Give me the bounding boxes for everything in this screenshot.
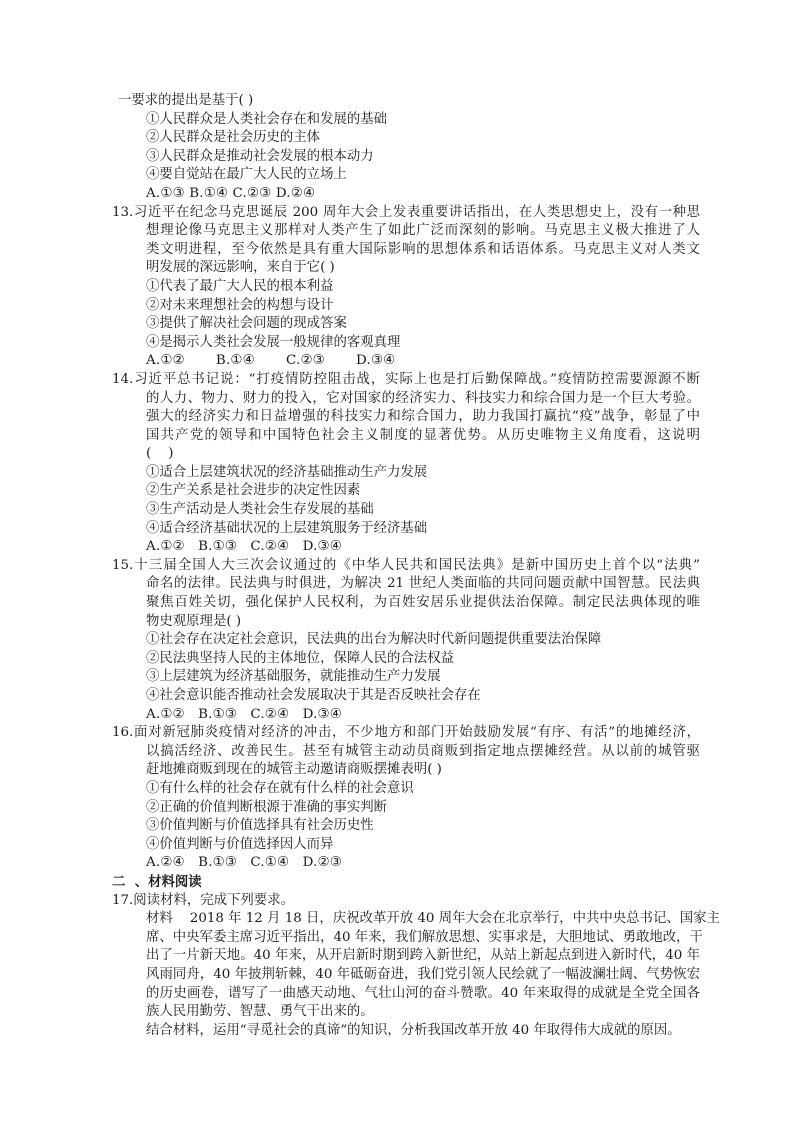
q14-option-1: ①适合上层建筑状况的经济基础推动生产力发展 [146, 464, 428, 480]
q12-option-1: ①人民群众是人类社会存在和发展的基础 [146, 111, 388, 127]
q17-material-line-6: 族人民用勤劳、智慧、勇气干出来的。 [146, 1004, 374, 1020]
q16-choices: A.②④ B.①③ C.①④ D.②③ [146, 855, 342, 871]
q15-stem-line-1: 15.十三届全国人大三次会议通过的《中华人民共和国民法典》是新中国历史上首个以“法典” [112, 557, 700, 573]
q15-option-4: ④社会意识能否推动社会发展取决于其是否反映社会存在 [146, 688, 481, 703]
q15-option-1: ①社会存在决定社会意识，民法典的出台为解决时代新问题提供重要法治保障 [146, 632, 602, 648]
q17-material-line-3: 出了一片新天地。40 年来，从开启新时期到跨入新世纪，从站上新起点到进入新时代，40 年 [146, 948, 700, 964]
section-heading-material-reading: 二 、材料阅读 [112, 873, 202, 890]
q16-option-4: ④价值判断与价值选择因人而异 [146, 836, 334, 852]
q17-material-line-4: 风雨同舟，40 年披荆斩棘，40 年砥砺奋进，我们党引领人民绘就了一幅波澜壮阔、气势恢宏 [146, 966, 700, 982]
q12-option-2: ②人民群众是社会历史的主体 [146, 130, 321, 146]
q14-option-2: ②生产关系是社会进步的决定性因素 [146, 483, 361, 499]
q14-stem-line-4: 国共产党的领导和中国特色社会主义制度的显著优势。从历史唯物主义角度看，这说明 [146, 427, 700, 443]
q16-stem-line-2: 以搞活经济、改善民生。甚至有城管主动动员商贩到指定地点摆摊经营。从以前的城管驱 [146, 743, 700, 759]
q16-option-1: ①有什么样的社会存在就有什么样的社会意识 [146, 780, 414, 796]
q15-stem-line-3: 聚焦百姓关切，强化保护人民权利，为百姓安居乐业提供法治保障。制定民法典体现的唯 [146, 595, 700, 611]
q17-material-line-1: 材料 2018 年 12 月 18 日，庆祝改革开放 40 周年大会在北京举行，中共中央总书记、国家主 [146, 911, 720, 927]
q17-material-line-2: 席、中央军委主席习近平指出，40 年来，我们解放思想、实事求是，大胆地试、勇敢地改，干 [146, 929, 703, 945]
q15-option-2: ②民法典坚持人民的主体地位，保障人民的合法权益 [146, 650, 454, 666]
q15-option-3: ③上层建筑为经济基础服务，就能推动生产力发展 [146, 669, 441, 685]
q14-stem-line-2: 的人力、物力、财力的投入，它对国家的经济实力、科技实力和综合国力是一个巨大考验。 [146, 390, 700, 406]
q16-option-2: ②正确的价值判断根源于准确的事实判断 [146, 799, 388, 815]
q13-choices: A.①② B.①④ C.②③ D.③④ [146, 353, 396, 369]
q13-stem-line-1: 13.习近平在纪念马克思诞辰 200 周年大会上发表重要讲话指出，在人类思想史上，没有一种思 [112, 204, 700, 220]
q12-option-3: ③人民群众是推动社会发展的根本动力 [146, 148, 374, 164]
q15-choices: A.①② B.①③ C.②④ D.③④ [146, 706, 342, 722]
q17-material-line-5: 的历史画卷，谱写了一曲感天动地、气壮山河的奋斗赞歌。40 年来取得的成就是全党全国各 [146, 985, 700, 1001]
q12-stem-tail: 一要求的提出是基于( ) [118, 93, 254, 108]
q14-stem-line-5: ( ) [146, 446, 174, 462]
q13-option-4: ④是揭示人类社会发展一般规律的客观真理 [146, 334, 401, 350]
q15-stem-line-2: 命名的法律。民法典与时俱进，为解决 21 世纪人类面临的共同问题贡献中国智慧。民法典 [146, 576, 700, 592]
q17-stem: 17.阅读材料，完成下列要求。 [112, 892, 294, 908]
q12-choices: A.①③ B.①④ C.②③ D.②④ [146, 185, 316, 201]
q15-stem-line-4: 物史观原理是( ) [146, 613, 242, 629]
exam-page [112, 92, 720, 1040]
q14-choices: A.①② B.①③ C.②④ D.③④ [146, 539, 342, 555]
q14-option-4: ④适合经济基础状况的上层建筑服务于经济基础 [146, 520, 428, 536]
q13-option-1: ①代表了最广大人民的根本利益 [146, 278, 334, 294]
q14-stem-line-3: 强大的经济实力和日益增强的科技实力和综合国力，助力我国打赢抗“疫”战争，彰显了中 [146, 409, 700, 425]
q16-stem-line-1: 16.面对新冠肺炎疫情对经济的冲击，不少地方和部门开始鼓励发展“有序、有活”的地摊经济， [112, 725, 700, 741]
q16-option-3: ③价值判断与价值选择具有社会历史性 [146, 818, 374, 834]
q13-option-2: ②对未来理想社会的构想与设计 [146, 297, 334, 313]
q12-option-4: ④要自觉站在最广大人民的立场上 [146, 167, 347, 183]
q16-stem-line-3: 赶地摊商贩到现在的城管主动邀请商贩摆摊表明( ) [146, 762, 442, 778]
q13-stem-line-3: 类文明进程，至今依然是具有重大国际影响的思想体系和话语体系。马克思主义对人类文 [146, 241, 700, 257]
q17-question: 结合材料，运用“寻觅社会的真谛”的知识，分析我国改革开放 40 年取得伟大成就的原因。 [146, 1022, 681, 1038]
q13-stem-line-2: 想理论像马克思主义那样对人类产生了如此广泛而深刻的影响。马克思主义极大推进了人 [146, 223, 700, 239]
q13-stem-line-4: 明发展的深远影响，来自于它( ) [146, 260, 335, 276]
q14-option-3: ③生产活动是人类社会生存发展的基础 [146, 502, 374, 518]
q13-option-3: ③提供了解决社会问题的现成答案 [146, 316, 347, 332]
q14-stem-line-1: 14.习近平总书记说：“打疫情防控阻击战，实际上也是打后勤保障战。”疫情防控需要源源不断 [112, 371, 700, 387]
